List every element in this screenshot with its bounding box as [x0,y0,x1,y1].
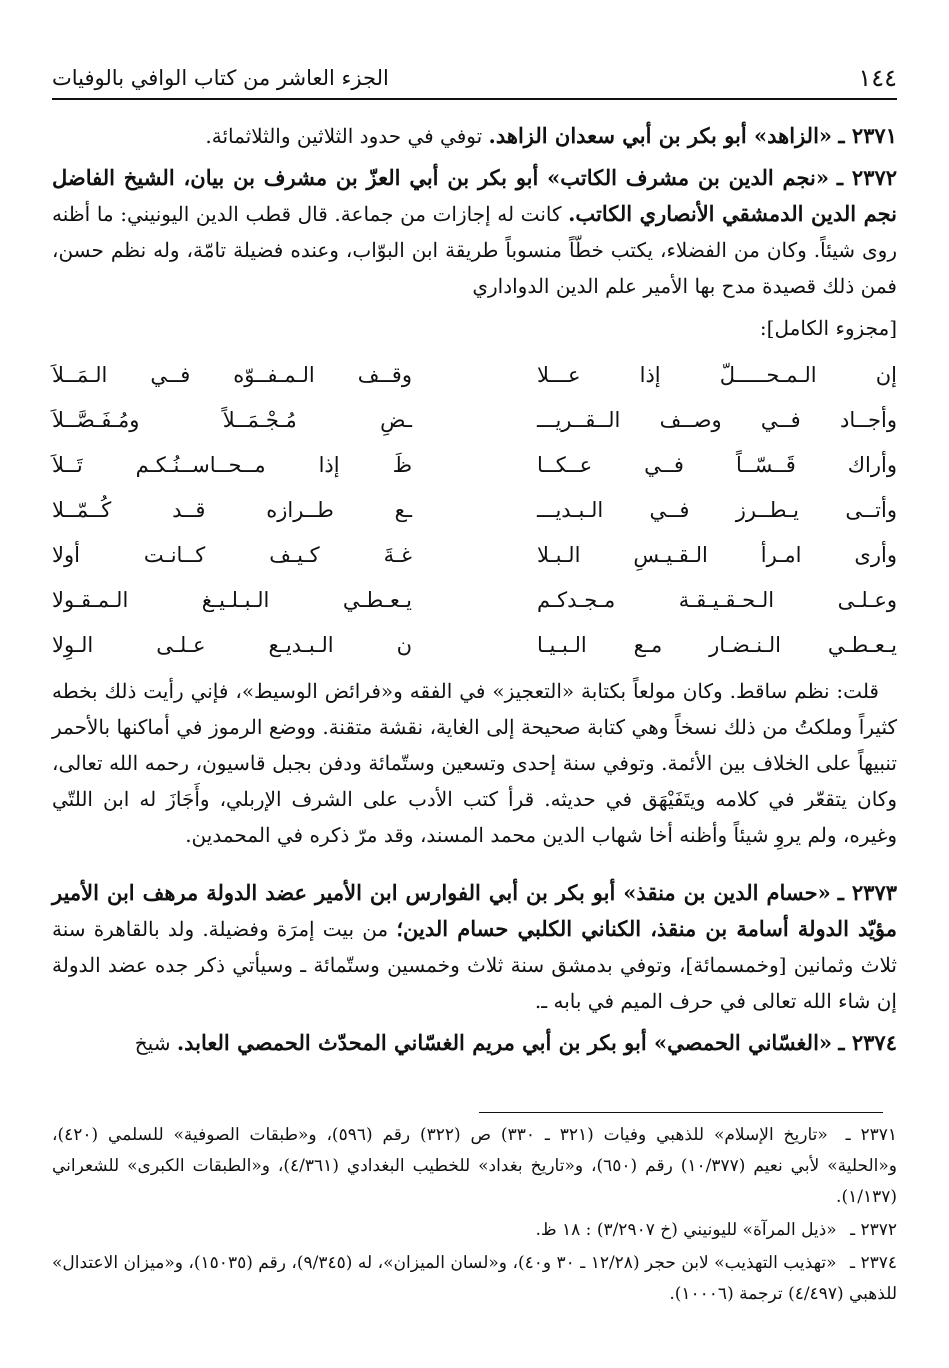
entry-text: توفي في حدود الثلاثين والثلاثمائة. [205,124,483,148]
page-number: ١٤٤ [858,64,897,92]
entry-number: ٢٣٧٢ ـ [836,165,898,190]
footnote-number: ٢٣٧٤ ـ [850,1253,897,1273]
poem-verse [52,622,897,667]
footnote [52,1248,897,1310]
poem-verse [52,532,897,577]
verse-first-hemistich: وعـلـى الـحـقـيـقـة مـجـدكـم [537,587,897,612]
footnotes [52,1120,897,1312]
commentary-paragraph: قلت: نظم ساقط. وكان مولعاً بكتابة «التعجيز» في الفقه و«فرائض الوسيط»، فإني رأيت ذلك بخطه كثيراً وملكتُ من ذلك نسخاً وهي كتابة صحيحة إلى الغاية، نقشة متقنة. ووضع الرموز في أماكنها بالأحمر تنبيهاً على الخلاف بين الأئمة. وتوفي سنة إحدى وتسعين وستّمائة ودفن بجبل قاسيون، رحمه الله تعالى، وكان يتقعّر في كلامه ويتَفَيْهَق في حديثه. قرأ كتب الأدب على الشرف الإربلي، وأَجَازَ له ابن اللتّي وغيره، ولم يروِ شيئاً وأظنه أخا شهاب الدين محمد المسند، وقد مرّ ذكره في المحمدين. [52,679,897,847]
verse-first-hemistich: وأراك قَــسّــاً فــي عــكــا [537,452,897,477]
entry-text: شيخ [134,1031,171,1055]
footnote-number: ٢٣٧١ ـ [845,1125,897,1145]
entry-2374 [52,1025,897,1061]
verse-second-hemistich: يـعـطـي الـبـلـيـغ الـمـقـولا [52,587,412,612]
verse-first-hemistich: وأرى امـرأ الـقـيـسِ الـبـلا [537,542,897,567]
entry-title: «الغسّاني الحمصي» أبو بكر بن أبي مريم الغسّاني المحدّث الحمصي العابد. [176,1030,833,1055]
entry-number: ٢٣٧٣ ـ [837,880,898,905]
poem [52,352,897,667]
entry-text: كانت له إجازات من جماعة. قال قطب الدين اليونيني: ما أظنه روى شيئاً. وكان من الفضلاء، يكتب خطّاً منسوباً طريقة ابن البوّاب، وعنده فضيلة تامّة، وله نظم حسن، فمن ذلك قصيدة مدح بها الأمير علم الدين الدواداري [52,202,897,298]
footnote [52,1120,897,1213]
poem-verse [52,397,897,442]
verse-first-hemistich: إن الـمـحـــــلّ إذا عـــلا [537,362,897,387]
poem-verse [52,487,897,532]
poem-verse [52,352,897,397]
verse-first-hemistich: يـعـطـي الـنـضـار مـع الـبـيـا [537,632,897,657]
verse-second-hemistich: غـةَ كـيـف كــانـت أولا [52,542,412,567]
main-text [52,118,897,1067]
footnote-text: «تاريخ الإسلام» للذهبي وفيات (٣٢١ ـ ٣٣٠) ص (٣٢٢) رقم (٥٩٦)، و«طبقات الصوفية» للسلمي (٤٢٠)، و«الحلية» لأبي نعيم (١٠/٣٧٧) رقم (٦٥٠)، و«تاريخ بغداد» للخطيب البغدادي (٤/٣٦١)، و«الطبقات الكبرى» للشعراني (١/١٣٧). [52,1125,897,1207]
verse-first-hemistich: وأجــاد فــي وصــف الــقــريـــ [537,407,897,432]
entry-2372 [52,160,897,304]
verse-second-hemistich: ظَ إذا مــحــاســنُـكـم تَــلاَ [52,452,412,477]
entry-text: من بيت إمرَة وفضيلة. ولد بالقاهرة سنة ثلاث وثمانين [وخمسمائة]، وتوفي بدمشق سنة ثلاث وخمسين وستّمائة ـ وسيأتي ذكر جده عضد الدولة إن شاء الله تعالى في حرف الميم في بابه ـ. [52,917,897,1013]
book-page [52,0,897,1368]
verse-second-hemistich: وقــف الـمـفــوّه فــي الـمَــلاَ [52,362,412,387]
running-title: الجزء العاشر من كتاب الوافي بالوفيات [52,66,389,90]
footnote-text: «ذيل المرآة» لليونيني (خ ٣/٢٩٠٧) : ١٨ ظ. [535,1220,837,1240]
entry-number: ٢٣٧٤ ـ [838,1030,897,1055]
running-header [52,58,897,100]
entry-2373 [52,875,897,1019]
entry-title: «الزاهد» أبو بكر بن أبي سعدان الزاهد. [488,123,833,148]
entry-title: «حسام الدين بن منقذ» أبو بكر بن أبي الفوارس ابن الأمير عضد الدولة مرهف ابن الأمير مؤيّد الدولة أسامة بن منقذ، الكناني الكلبي حسام الدين؛ [52,880,897,941]
entry-number: ٢٣٧١ ـ [838,123,897,148]
verse-second-hemistich: ـضِ مُـجْـمَــلاً ومُـفَـصَّــلاَ [52,407,412,432]
verse-second-hemistich: ن الـبـديـع عـلـى الـوِلا [52,632,412,657]
entry-2371 [52,118,897,154]
entry-title: «نجم الدين بن مشرف الكاتب» أبو بكر بن أبي العزّ بن مشرف بن بيان، الشيخ الفاضل نجم الدين الدمشقي الأنصاري الكاتب. [52,165,898,226]
meter-label: [مجزوء الكامل]: [759,316,897,340]
poem-verse [52,442,897,487]
footnote-text: «تهذيب التهذيب» لابن حجر (١٢/٢٨ ـ ٣٠ و٤٠)، و«لسان الميزان»، له (٩/٣٤٥)، رقم (١٥٠٣٥)، و«ميزان الاعتدال» للذهبي (٤/٤٩٧) ترجمة (١٠٠٠٦). [52,1253,897,1304]
footnote-divider [479,1112,883,1113]
footnote-number: ٢٣٧٢ ـ [850,1220,897,1240]
poem-verse [52,577,897,622]
verse-first-hemistich: وأتــى يـطــرز فــي الـبـديـــ [537,497,897,522]
footnote [52,1215,897,1246]
verse-second-hemistich: ـع طــرازه قــد كُــمّــلا [52,497,412,522]
